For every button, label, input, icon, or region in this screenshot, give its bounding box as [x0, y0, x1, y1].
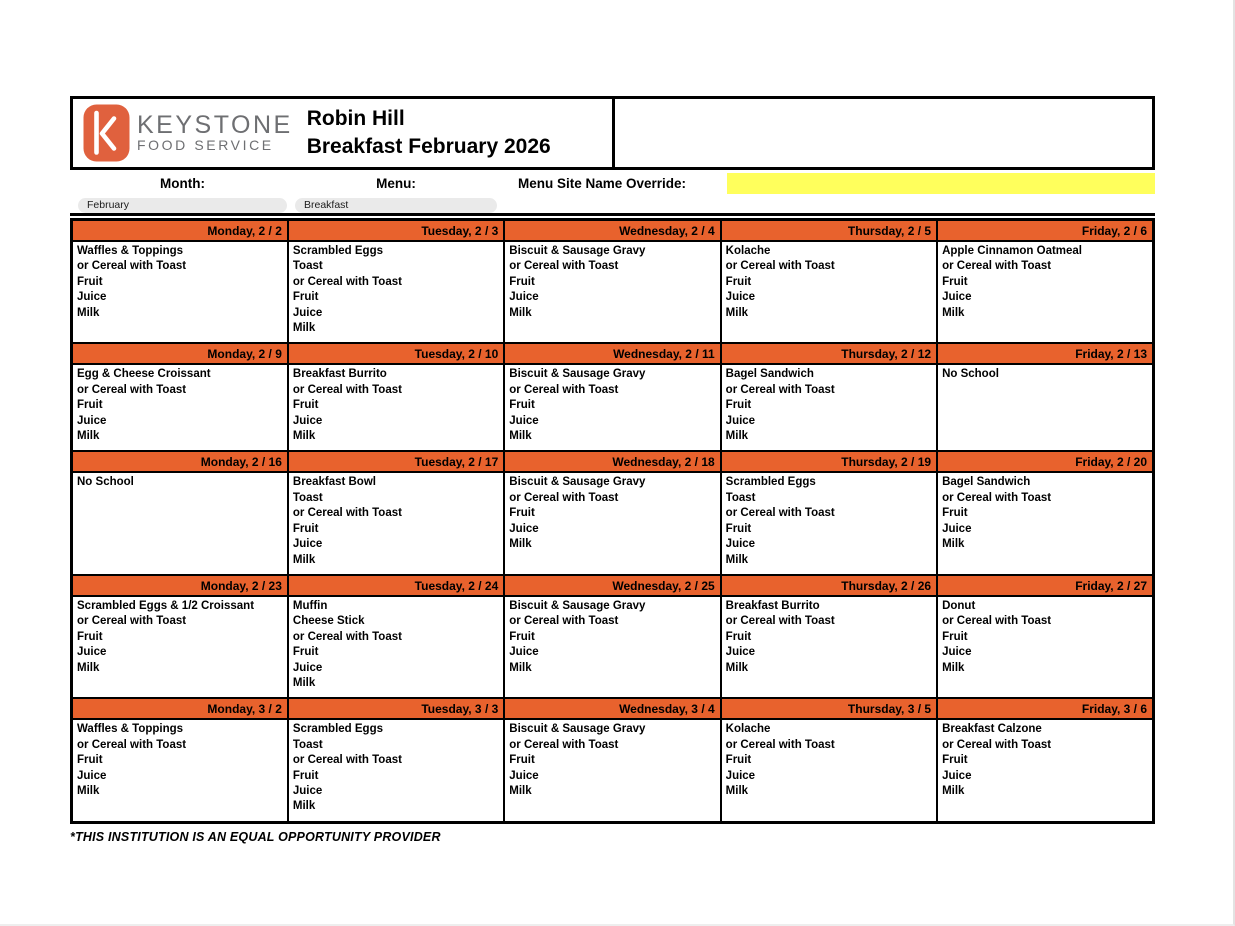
menu-item: Fruit	[725, 630, 752, 643]
menu-input[interactable]: Breakfast	[295, 198, 497, 213]
day-header: Tuesday, 2 / 17	[288, 451, 504, 472]
menu-item: No School	[77, 476, 134, 489]
day-header: Thursday, 3 / 5	[721, 698, 937, 719]
menu-item: Muffin	[292, 599, 328, 612]
menu-item: Fruit	[292, 291, 319, 304]
month-label: Month:	[160, 176, 205, 191]
menu-item: Fruit	[77, 754, 103, 767]
menu-item: or Cereal with Toast	[725, 615, 835, 628]
menu-item: or Cereal with Toast	[292, 275, 402, 288]
menu-item: Juice	[292, 784, 323, 797]
day-header: Wednesday, 2 / 18	[504, 451, 720, 472]
menu-item: or Cereal with Toast	[942, 615, 1052, 628]
menu-item: Juice	[725, 769, 756, 782]
day-menu-cell	[288, 241, 504, 343]
menu-item: Milk	[942, 538, 965, 551]
menu-item: Biscuit & Sausage Gravy	[509, 368, 646, 381]
keystone-k-icon	[83, 104, 130, 162]
menu-item: Bagel Sandwich	[725, 368, 814, 381]
site-name: Robin Hill	[306, 107, 405, 130]
menu-item: Juice	[725, 414, 756, 427]
menu-item: or Cereal with Toast	[77, 383, 187, 396]
menu-item: Fruit	[509, 754, 535, 767]
day-header: Friday, 2 / 20	[937, 451, 1153, 472]
day-header: Monday, 2 / 9	[72, 343, 288, 364]
menu-item: Juice	[292, 414, 323, 427]
menu-item: Milk	[292, 553, 316, 566]
menu-item: Fruit	[292, 399, 319, 412]
menu-item: Fruit	[509, 630, 535, 643]
day-header: Friday, 2 / 27	[937, 575, 1153, 596]
menu-item: Scrambled Eggs & 1/2 Croissant	[77, 599, 255, 612]
menu-item: Cheese Stick	[292, 615, 365, 628]
menu-item: Biscuit & Sausage Gravy	[509, 599, 646, 612]
menu-item: Milk	[509, 538, 532, 551]
menu-item: Milk	[292, 322, 316, 335]
menu-item: Toast	[292, 738, 323, 751]
brand-name: KEYSTONE	[137, 111, 293, 139]
menu-item: Milk	[77, 784, 100, 797]
day-header-row	[72, 698, 1154, 719]
override-input[interactable]	[727, 173, 1155, 194]
header-divider	[612, 99, 615, 167]
menu-title: Breakfast February 2026	[306, 135, 551, 158]
menu-calendar	[70, 218, 1155, 824]
menu-item: Breakfast Burrito	[292, 368, 387, 381]
menu-item: or Cereal with Toast	[292, 507, 402, 520]
day-menu-cell	[721, 596, 937, 698]
menu-item: Juice	[725, 538, 756, 551]
menu-item: Fruit	[942, 275, 968, 288]
menu-item: Toast	[725, 491, 756, 504]
menu-item: Milk	[292, 676, 316, 689]
day-header: Tuesday, 2 / 3	[288, 220, 504, 242]
menu-item: Fruit	[509, 275, 535, 288]
day-menu-cell	[288, 472, 504, 574]
menu-item: Scrambled Eggs	[725, 476, 816, 489]
menu-item: Toast	[292, 491, 323, 504]
menu-item: Juice	[77, 414, 107, 427]
day-menu-cell	[72, 364, 288, 451]
day-menu-cell	[504, 241, 720, 343]
menu-item: Milk	[77, 430, 100, 443]
menu-item: Fruit	[292, 646, 319, 659]
override-label: Menu Site Name Override:	[518, 176, 687, 191]
keystone-logo	[83, 104, 130, 162]
menu-item: Juice	[942, 646, 972, 659]
menu-item: or Cereal with Toast	[942, 491, 1052, 504]
menu-item: Juice	[292, 538, 323, 551]
day-menu-cell	[504, 596, 720, 698]
day-menu-cell	[937, 472, 1153, 574]
menu-item: No School	[942, 368, 999, 381]
menu-item: or Cereal with Toast	[509, 260, 619, 273]
menu-item: Milk	[942, 306, 965, 319]
menu-item: Milk	[77, 661, 100, 674]
day-header: Friday, 3 / 6	[937, 698, 1153, 719]
menu-item: Milk	[509, 430, 532, 443]
menu-item: Fruit	[509, 507, 535, 520]
day-menu-cell	[721, 719, 937, 822]
menu-item: Juice	[77, 291, 107, 304]
day-menu-cell	[72, 596, 288, 698]
menu-item: Fruit	[77, 630, 103, 643]
page-title	[307, 105, 551, 161]
month-input[interactable]: February	[78, 198, 287, 213]
menu-item: Bagel Sandwich	[942, 476, 1031, 489]
menu-content-row	[72, 472, 1154, 574]
day-header-row	[72, 343, 1154, 364]
menu-item: Milk	[942, 784, 965, 797]
day-header: Wednesday, 2 / 4	[504, 220, 720, 242]
brand-tagline: FOOD SERVICE	[137, 137, 274, 153]
menu-item: or Cereal with Toast	[77, 615, 187, 628]
day-menu-cell	[721, 241, 937, 343]
menu-item: Fruit	[725, 275, 752, 288]
day-header: Thursday, 2 / 12	[721, 343, 937, 364]
menu-item: or Cereal with Toast	[292, 630, 402, 643]
day-menu-cell	[721, 472, 937, 574]
day-menu-cell	[72, 241, 288, 343]
day-menu-cell	[504, 472, 720, 574]
day-header: Monday, 2 / 23	[72, 575, 288, 596]
menu-item: Milk	[725, 553, 749, 566]
menu-item: Apple Cinnamon Oatmeal	[942, 245, 1082, 257]
menu-item: Breakfast Calzone	[942, 723, 1042, 736]
menu-item: Donut	[942, 599, 976, 612]
menu-item: Fruit	[942, 507, 968, 520]
day-menu-cell	[937, 364, 1153, 451]
menu-item: or Cereal with Toast	[509, 738, 619, 751]
menu-item: or Cereal with Toast	[725, 738, 835, 751]
menu-item: Fruit	[77, 399, 103, 412]
day-menu-cell	[504, 719, 720, 822]
menu-content-row	[72, 241, 1154, 343]
menu-item: Juice	[725, 646, 756, 659]
day-menu-cell	[937, 241, 1153, 343]
menu-item: Juice	[509, 646, 539, 659]
menu-item: Milk	[725, 661, 749, 674]
day-header: Thursday, 2 / 5	[721, 220, 937, 242]
menu-item: or Cereal with Toast	[292, 754, 402, 767]
menu-item: Juice	[292, 306, 323, 319]
menu-item: Kolache	[725, 723, 771, 736]
day-header: Friday, 2 / 13	[937, 343, 1153, 364]
menu-item: Fruit	[725, 399, 752, 412]
equal-opportunity-note: *THIS INSTITUTION IS AN EQUAL OPPORTUNITY PROVIDER	[70, 829, 441, 844]
menu-item: Waffles & Toppings	[77, 245, 184, 257]
day-menu-cell	[937, 719, 1153, 822]
day-menu-cell	[288, 719, 504, 822]
menu-item: Fruit	[725, 522, 752, 535]
day-header: Wednesday, 2 / 25	[504, 575, 720, 596]
menu-item: Milk	[725, 306, 749, 319]
menu-item: or Cereal with Toast	[725, 507, 835, 520]
menu-item: or Cereal with Toast	[942, 738, 1052, 751]
day-header: Wednesday, 3 / 4	[504, 698, 720, 719]
menu-item: Juice	[942, 291, 972, 304]
menu-item: Fruit	[292, 522, 319, 535]
day-menu-cell	[721, 364, 937, 451]
menu-item: or Cereal with Toast	[292, 383, 402, 396]
menu-form-row	[70, 170, 1155, 216]
menu-item: Biscuit & Sausage Gravy	[509, 476, 646, 489]
menu-item: Fruit	[942, 630, 968, 643]
menu-label: Menu:	[376, 176, 416, 191]
menu-item: or Cereal with Toast	[509, 491, 619, 504]
menu-item: Juice	[509, 291, 539, 304]
menu-item: Milk	[942, 661, 965, 674]
day-header: Thursday, 2 / 19	[721, 451, 937, 472]
menu-calendar-body	[72, 220, 1154, 823]
menu-item: Milk	[292, 800, 316, 813]
menu-item: Juice	[509, 522, 539, 535]
menu-item: or Cereal with Toast	[77, 738, 187, 751]
menu-item: Egg & Cheese Croissant	[77, 368, 211, 381]
day-header: Friday, 2 / 6	[937, 220, 1153, 242]
menu-item: or Cereal with Toast	[509, 615, 619, 628]
menu-item: Milk	[509, 306, 532, 319]
menu-item: or Cereal with Toast	[942, 260, 1052, 273]
menu-item: Juice	[509, 414, 539, 427]
menu-header	[70, 96, 1155, 170]
day-header: Monday, 3 / 2	[72, 698, 288, 719]
day-menu-cell	[504, 364, 720, 451]
menu-item: Waffles & Toppings	[77, 723, 184, 736]
menu-item: Breakfast Burrito	[725, 599, 820, 612]
day-menu-cell	[288, 596, 504, 698]
menu-item: Kolache	[725, 245, 771, 257]
menu-item: or Cereal with Toast	[725, 260, 835, 273]
menu-item: Milk	[509, 784, 532, 797]
menu-item: Fruit	[292, 769, 319, 782]
menu-item: Biscuit & Sausage Gravy	[509, 723, 646, 736]
menu-item: Biscuit & Sausage Gravy	[509, 245, 646, 257]
day-header: Monday, 2 / 16	[72, 451, 288, 472]
menu-item: or Cereal with Toast	[509, 383, 619, 396]
menu-item: Milk	[77, 306, 100, 319]
day-header-row	[72, 451, 1154, 472]
menu-item: Milk	[725, 430, 749, 443]
day-menu-cell	[288, 364, 504, 451]
brand-wordmark	[137, 113, 293, 153]
day-header: Thursday, 2 / 26	[721, 575, 937, 596]
menu-item: or Cereal with Toast	[77, 260, 187, 273]
menu-item: Juice	[509, 769, 539, 782]
menu-item: Juice	[942, 769, 972, 782]
day-menu-cell	[72, 472, 288, 574]
day-menu-cell	[937, 596, 1153, 698]
menu-item: Juice	[77, 646, 107, 659]
menu-item: Juice	[942, 522, 972, 535]
menu-item: Toast	[292, 260, 323, 273]
day-menu-cell	[72, 719, 288, 822]
menu-item: Fruit	[725, 754, 752, 767]
menu-item: Scrambled Eggs	[292, 723, 384, 736]
menu-content-row	[72, 719, 1154, 822]
menu-item: Fruit	[942, 754, 968, 767]
menu-item: Breakfast Bowl	[292, 476, 376, 489]
day-header: Tuesday, 2 / 24	[288, 575, 504, 596]
menu-item: Fruit	[77, 275, 103, 288]
day-header: Monday, 2 / 2	[72, 220, 288, 242]
menu-item: or Cereal with Toast	[725, 383, 835, 396]
day-header: Tuesday, 3 / 3	[288, 698, 504, 719]
menu-content-row	[72, 364, 1154, 451]
menu-item: Milk	[292, 430, 316, 443]
menu-content-row	[72, 596, 1154, 698]
menu-item: Milk	[509, 661, 532, 674]
day-header: Wednesday, 2 / 11	[504, 343, 720, 364]
menu-sheet	[70, 96, 1155, 844]
menu-item: Juice	[725, 291, 756, 304]
day-header: Tuesday, 2 / 10	[288, 343, 504, 364]
menu-item: Fruit	[509, 399, 535, 412]
menu-item: Juice	[292, 661, 323, 674]
day-header-row	[72, 220, 1154, 242]
day-header-row	[72, 575, 1154, 596]
menu-item: Milk	[725, 784, 749, 797]
menu-item: Juice	[77, 769, 107, 782]
menu-item: Scrambled Eggs	[292, 245, 384, 257]
